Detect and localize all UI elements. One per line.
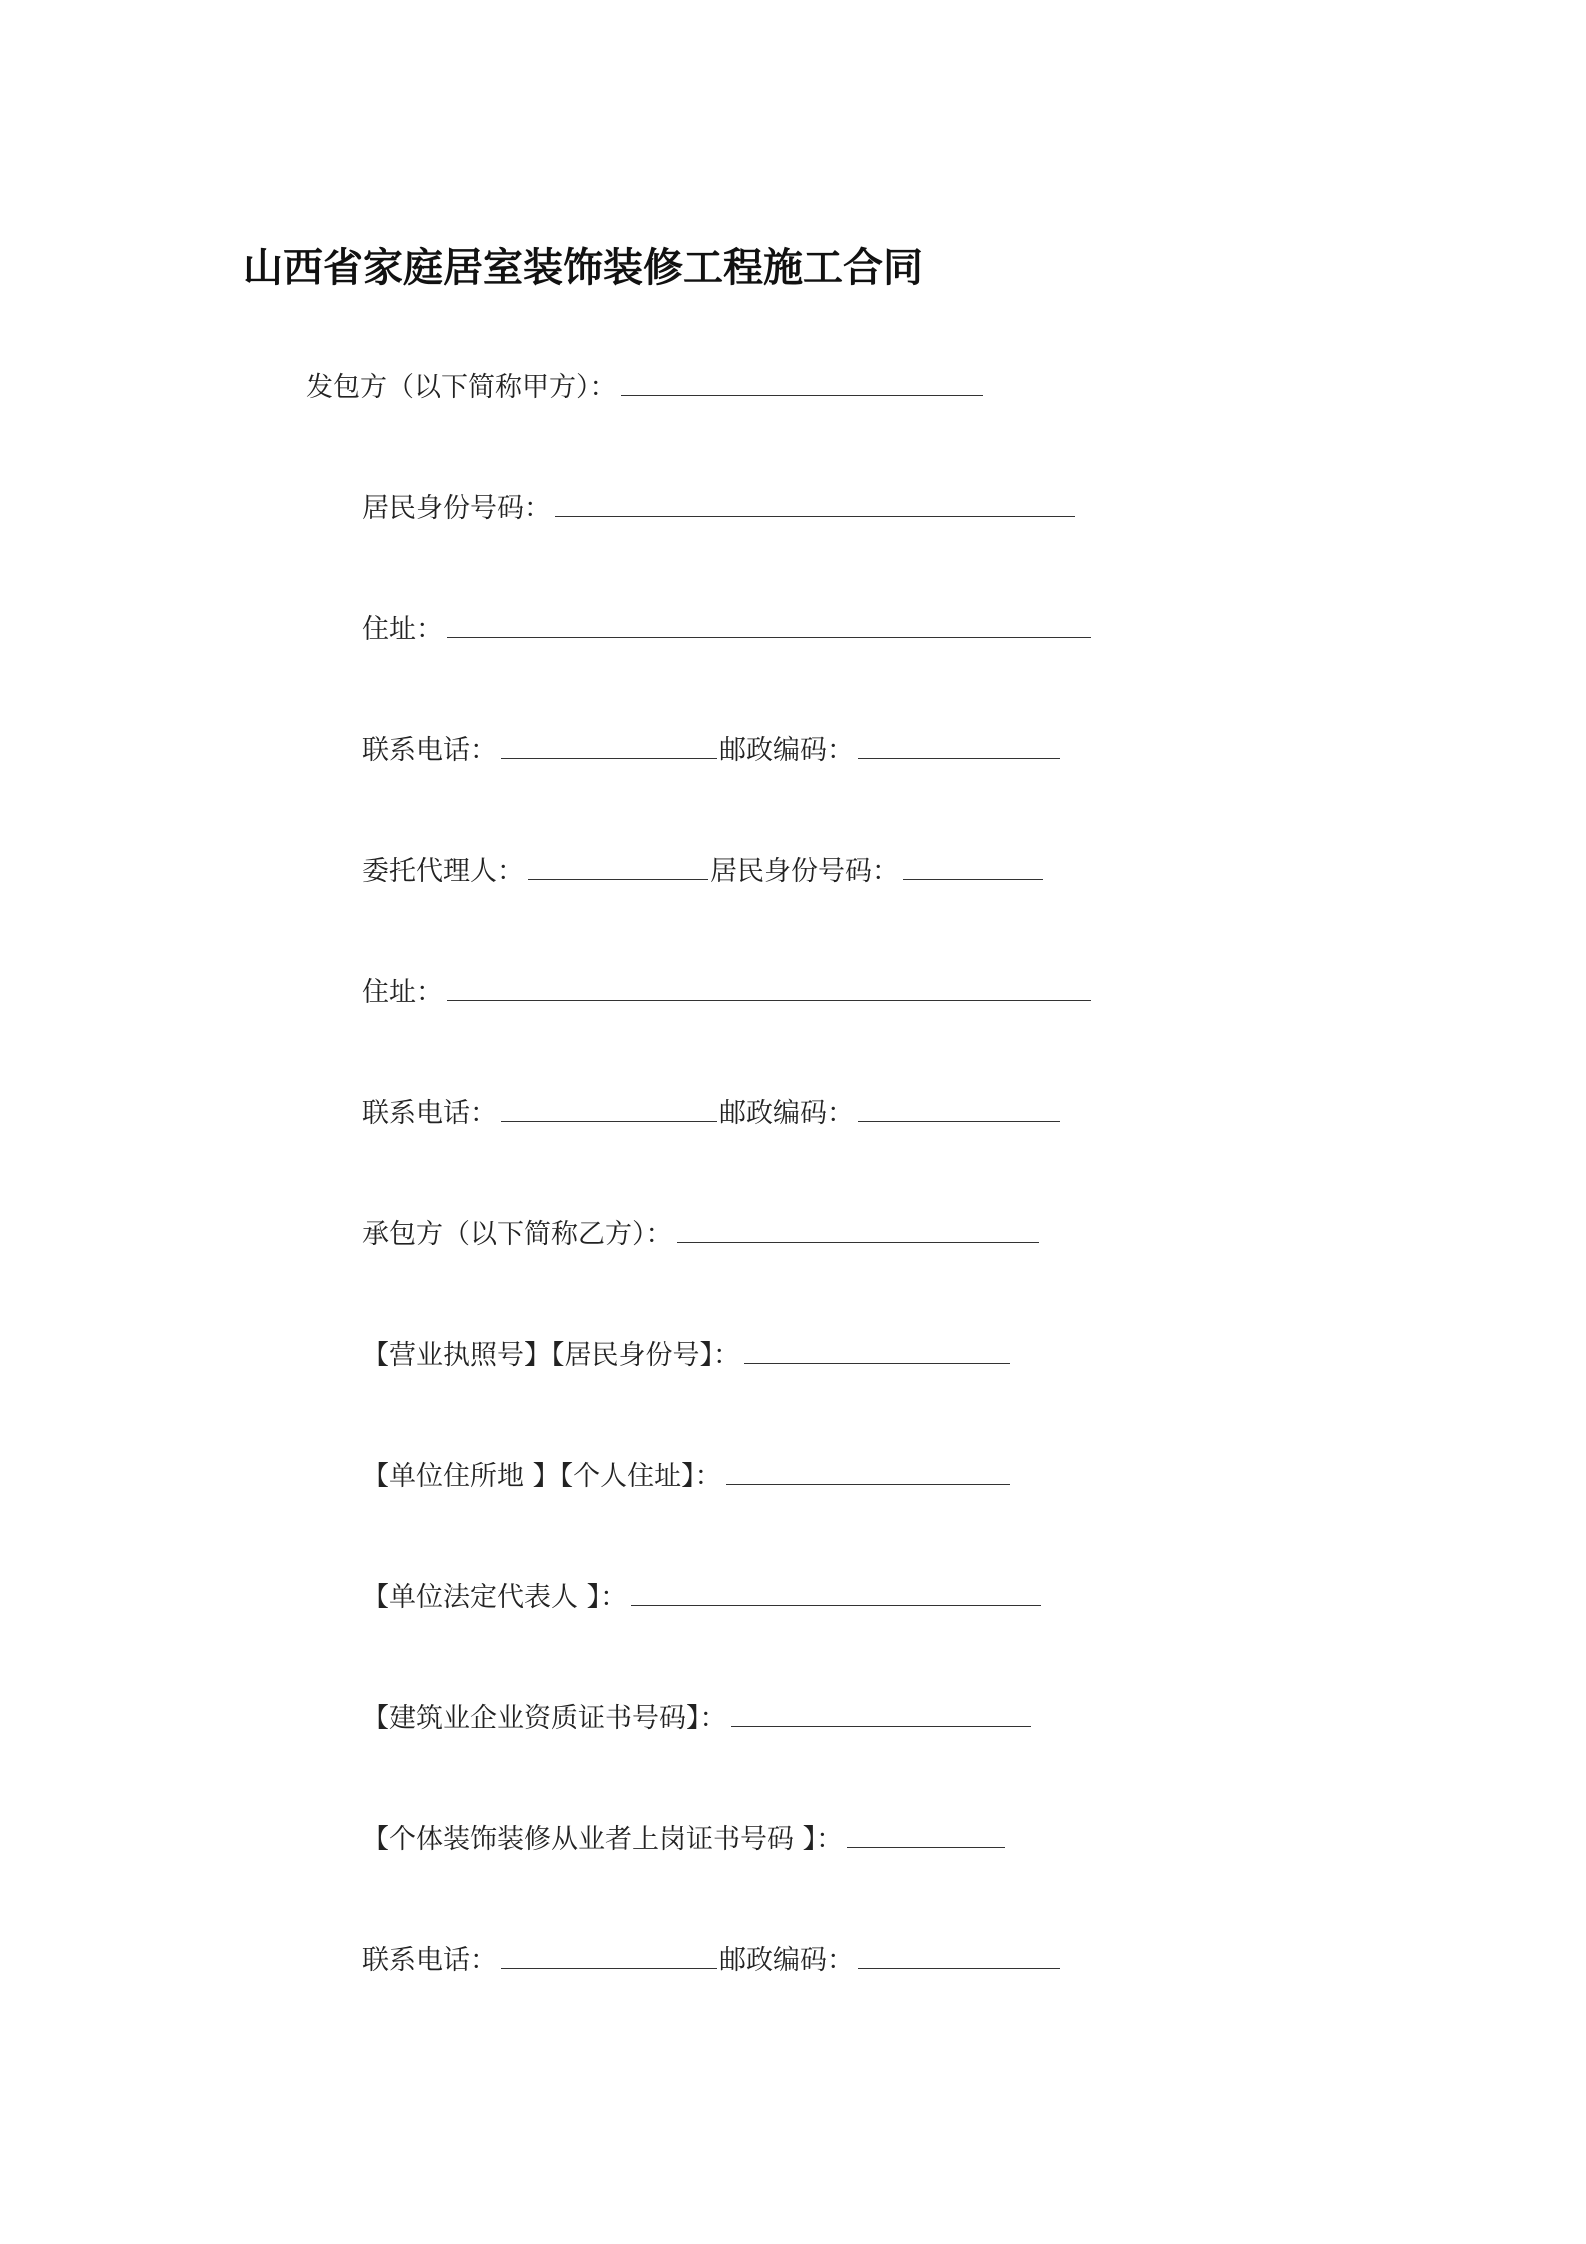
fill-blank[interactable] xyxy=(447,978,1091,1001)
fill-blank[interactable] xyxy=(621,373,983,396)
field-label: 【个体装饰装修从业者上岗证书号码 】： xyxy=(362,1824,844,1855)
field-contractor-phone-postcode xyxy=(362,1943,1062,1979)
fill-blank[interactable] xyxy=(858,1099,1060,1122)
field-contractee xyxy=(306,370,985,406)
fill-blank[interactable] xyxy=(726,1462,1010,1485)
fill-blank[interactable] xyxy=(501,736,717,759)
field-label: 【建筑业企业资质证书号码】： xyxy=(362,1703,727,1734)
field-label: 邮政编码： xyxy=(719,1945,854,1976)
fill-blank[interactable] xyxy=(528,857,708,880)
fill-blank[interactable] xyxy=(903,857,1043,880)
fill-blank[interactable] xyxy=(744,1341,1010,1364)
field-label: 【单位住所地 】【个人住址】： xyxy=(362,1461,722,1492)
field-label: 【营业执照号】【居民身份号】： xyxy=(362,1340,740,1371)
field-qualification-certificate xyxy=(362,1701,1033,1737)
fill-blank[interactable] xyxy=(847,1825,1005,1848)
field-label: 发包方（以下简称甲方）： xyxy=(306,372,617,403)
field-agent xyxy=(362,854,1045,890)
field-label: 承包方（以下简称乙方）： xyxy=(362,1219,673,1250)
field-contractor xyxy=(362,1217,1041,1253)
fill-blank[interactable] xyxy=(501,1946,717,1969)
field-label: 联系电话： xyxy=(362,1098,497,1129)
field-label: 住址： xyxy=(362,977,443,1008)
fill-blank[interactable] xyxy=(631,1583,1041,1606)
fill-blank[interactable] xyxy=(501,1099,717,1122)
fill-blank[interactable] xyxy=(677,1220,1039,1243)
fill-blank[interactable] xyxy=(447,615,1091,638)
field-label: 邮政编码： xyxy=(719,735,854,766)
fill-blank[interactable] xyxy=(555,494,1075,517)
field-label: 居民身份号码： xyxy=(362,493,551,524)
field-id-number xyxy=(362,491,1077,527)
field-address xyxy=(362,612,1093,648)
fill-blank[interactable] xyxy=(858,1946,1060,1969)
field-label: 联系电话： xyxy=(362,1945,497,1976)
field-legal-representative xyxy=(362,1580,1043,1616)
fill-blank[interactable] xyxy=(858,736,1060,759)
field-phone-postcode xyxy=(362,733,1062,769)
field-agent-phone-postcode xyxy=(362,1096,1062,1132)
field-label: 联系电话： xyxy=(362,735,497,766)
field-license-number xyxy=(362,1338,1012,1374)
document-title: 山西省家庭居室装饰装修工程施工合同 xyxy=(243,245,923,291)
fill-blank[interactable] xyxy=(731,1704,1031,1727)
field-worker-certificate xyxy=(362,1822,1007,1858)
field-label: 邮政编码： xyxy=(719,1098,854,1129)
field-agent-address xyxy=(362,975,1093,1011)
field-label: 住址： xyxy=(362,614,443,645)
field-label: 居民身份号码： xyxy=(710,856,899,887)
field-label: 委托代理人： xyxy=(362,856,524,887)
field-label: 【单位法定代表人 】： xyxy=(362,1582,628,1613)
field-unit-address xyxy=(362,1459,1012,1495)
